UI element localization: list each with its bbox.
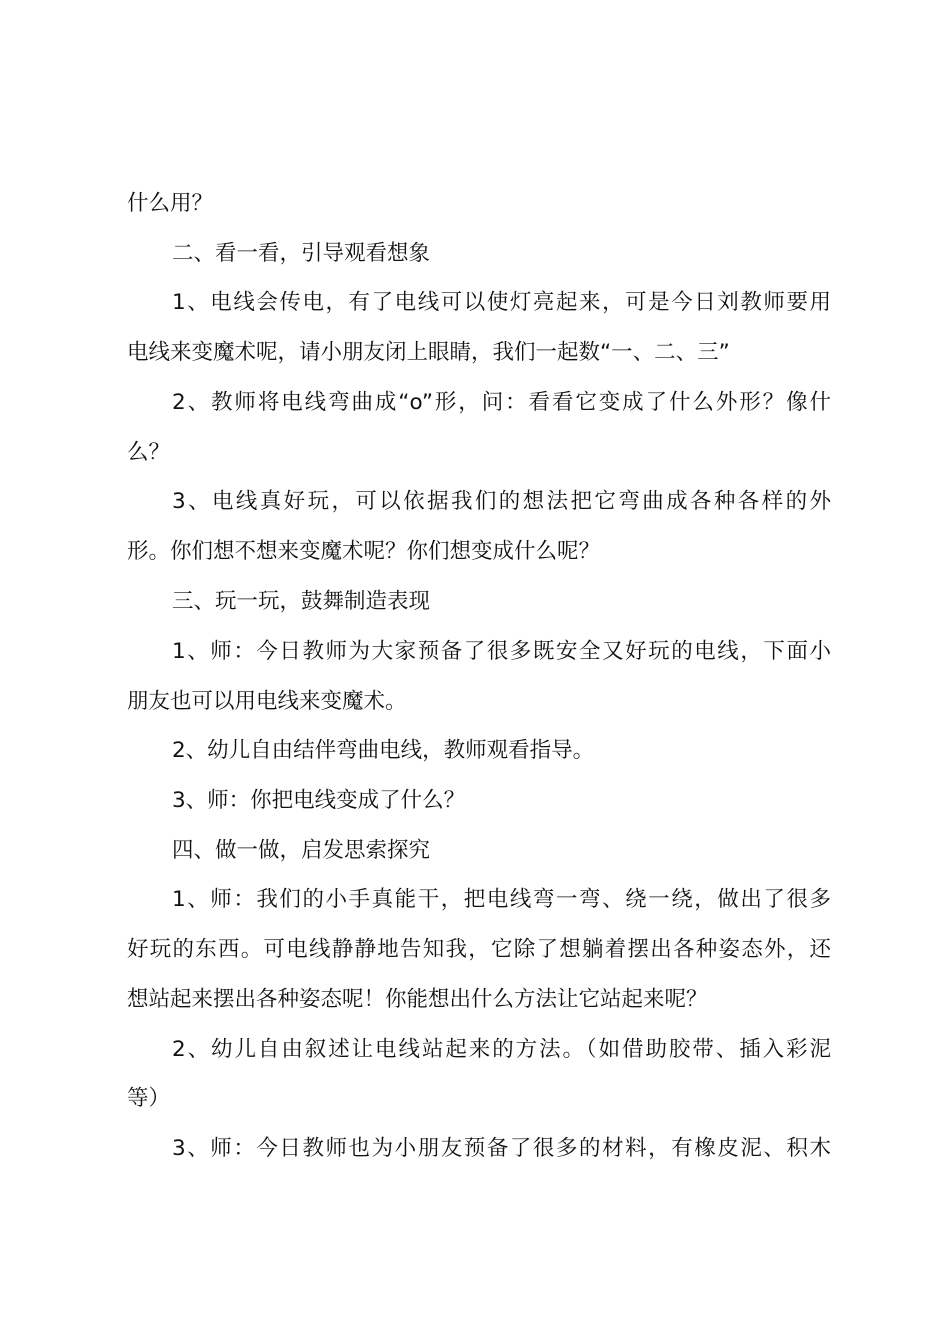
section-heading-4: 四、做一做，启发思索探究 [172,838,431,863]
text-line-5: 2、教师将电线弯曲成“o”形，问：看看它变成了什么外形？像什 [172,390,831,415]
text-line-17: 想站起来摆出各种姿态呢！你能想出什么方法让它站起来呢？ [127,987,708,1012]
text-line-13: 3、师：你把电线变成了什么？ [172,788,466,813]
text-line-4: 电线来变魔术呢，请小朋友闭上眼睛，我们一起数“一、二、三” [127,340,730,365]
text-line-16: 好玩的东西。可电线静静地告知我，它除了想躺着摆出各种姿态外，还 [127,937,831,962]
section-heading-2: 二、看一看，引导观看想象 [172,241,431,266]
text-line-8: 形。你们想不想来变魔术呢？你们想变成什么呢？ [127,539,601,564]
text-line-7: 3、电线真好玩，可以依据我们的想法把它弯曲成各种各样的外 [172,489,831,514]
section-heading-3: 三、玩一玩，鼓舞制造表现 [172,589,431,614]
text-line-18: 2、幼儿自由叙述让电线站起来的方法。（如借助胶带、插入彩泥 [172,1037,831,1062]
text-line-10: 1、师：今日教师为大家预备了很多既安全又好玩的电线，下面小 [172,639,831,664]
text-line-3: 1、电线会传电，有了电线可以使灯亮起来，可是今日刘教师要用 [172,290,831,315]
text-line-19: 等） [127,1086,171,1111]
text-line-15: 1、师：我们的小手真能干，把电线弯一弯、绕一绕，做出了很多 [172,887,831,912]
text-line-12: 2、幼儿自由结伴弯曲电线，教师观看指导。 [172,738,595,763]
text-line-11: 朋友也可以用电线来变魔术。 [127,689,407,714]
text-line-6: 么？ [127,440,171,465]
text-line-20: 3、师：今日教师也为小朋友预备了很多的材料，有橡皮泥、积木 [172,1136,831,1161]
text-line-1: 什么用？ [127,191,214,216]
